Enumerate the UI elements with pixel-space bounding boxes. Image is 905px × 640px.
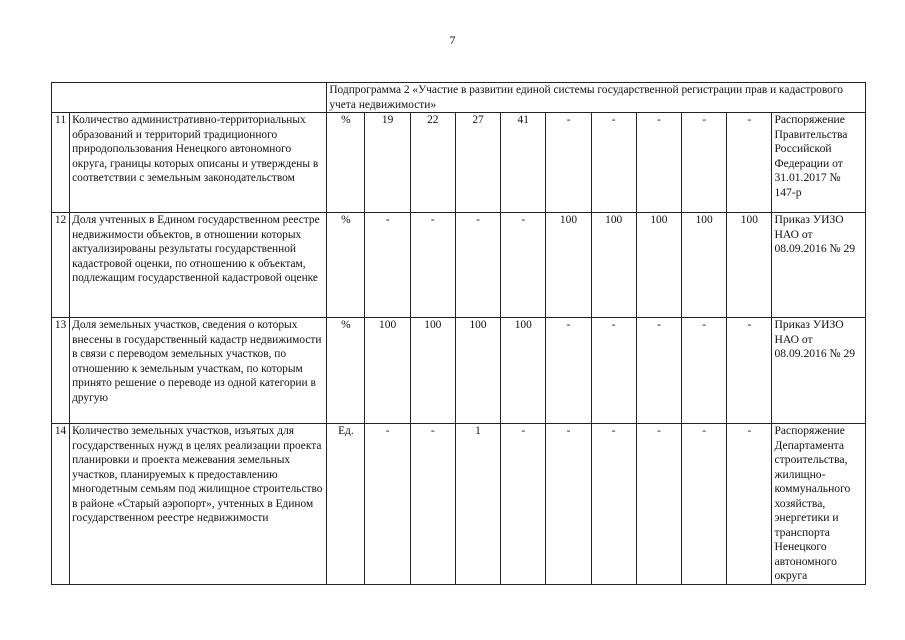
row-number: 13 (52, 318, 70, 424)
value-cell: - (501, 424, 546, 585)
indicator-name: Доля земельных участков, сведения о которых внесены в государственный кадастр недвижимости в связи с переводом земельных участков, по отношению к земельным участкам, по которым принято решение о переводе из одной категории в другую (70, 318, 327, 424)
value-cell: 22 (410, 113, 455, 213)
value-cell: - (727, 113, 772, 213)
subprogram-title: Подпрограмма 2 «Участие в развитии единой системы государственной регистрации прав и кадастрового учета недвижимости» (327, 83, 866, 113)
subprogram-spacer (52, 83, 327, 113)
value-cell: - (727, 318, 772, 424)
unit-cell: % (327, 318, 365, 424)
value-cell: - (591, 318, 636, 424)
value-cell: - (410, 213, 455, 318)
row-number: 12 (52, 213, 70, 318)
indicator-name: Количество земельных участков, изъятых для государственных нужд в целях реализации проекта планировки и проекта межевания земельных участков, планируемых к предоставлению многодетным семьям под жилищное строительство в районе «Старый аэропорт», учтенных в Едином государственном реестре недвижимости (70, 424, 327, 585)
table-row (52, 424, 866, 585)
subprogram-row (52, 83, 866, 113)
indicator-name: Количество административно-территориальных образований и территорий традиционного природопользования Ненецкого автономного округа, границы которых описаны и утверждены в соответствии с земельным законодательством (70, 113, 327, 213)
indicators-table (51, 82, 866, 585)
source-cell: Приказ УИЗО НАО от 08.09.2016 № 29 (772, 318, 866, 424)
value-cell: 27 (455, 113, 500, 213)
table-row (52, 113, 866, 213)
value-cell: 100 (455, 318, 500, 424)
value-cell: 100 (727, 213, 772, 318)
unit-cell: Ед. (327, 424, 365, 585)
value-cell: - (682, 424, 727, 585)
value-cell: - (591, 424, 636, 585)
unit-cell: % (327, 113, 365, 213)
value-cell: - (636, 318, 681, 424)
value-cell: - (727, 424, 772, 585)
value-cell: - (636, 424, 681, 585)
value-cell: 100 (682, 213, 727, 318)
value-cell: - (546, 424, 591, 585)
value-cell: - (365, 213, 410, 318)
unit-cell: % (327, 213, 365, 318)
value-cell: - (546, 113, 591, 213)
value-cell: - (410, 424, 455, 585)
source-cell: Распоряжение Департамента строительства, жилищно-коммунального хозяйства, энергетики и транспорта Ненецкого автономного округа (772, 424, 866, 585)
value-cell: 100 (636, 213, 681, 318)
value-cell: - (682, 318, 727, 424)
value-cell: 19 (365, 113, 410, 213)
source-cell: Приказ УИЗО НАО от 08.09.2016 № 29 (772, 213, 866, 318)
value-cell: 41 (501, 113, 546, 213)
table-row (52, 213, 866, 318)
page-number: 7 (449, 33, 456, 47)
row-number: 14 (52, 424, 70, 585)
source-cell: Распоряжение Правительства Российской Федерации от 31.01.2017 № 147-р (772, 113, 866, 213)
value-cell: - (682, 113, 727, 213)
value-cell: 100 (501, 318, 546, 424)
value-cell: 100 (546, 213, 591, 318)
value-cell: - (636, 113, 681, 213)
table-row (52, 318, 866, 424)
value-cell: - (546, 318, 591, 424)
value-cell: - (365, 424, 410, 585)
indicator-name: Доля учтенных в Едином государственном реестре недвижимости объектов, в отношении которых актуализированы результаты государственной кадастровой оценки, по отношению к объектам, подлежащим государственной кадастровой оценке (70, 213, 327, 318)
value-cell: 100 (365, 318, 410, 424)
value-cell: - (455, 213, 500, 318)
value-cell: 100 (591, 213, 636, 318)
value-cell: 100 (410, 318, 455, 424)
value-cell: 1 (455, 424, 500, 585)
value-cell: - (501, 213, 546, 318)
value-cell: - (591, 113, 636, 213)
row-number: 11 (52, 113, 70, 213)
